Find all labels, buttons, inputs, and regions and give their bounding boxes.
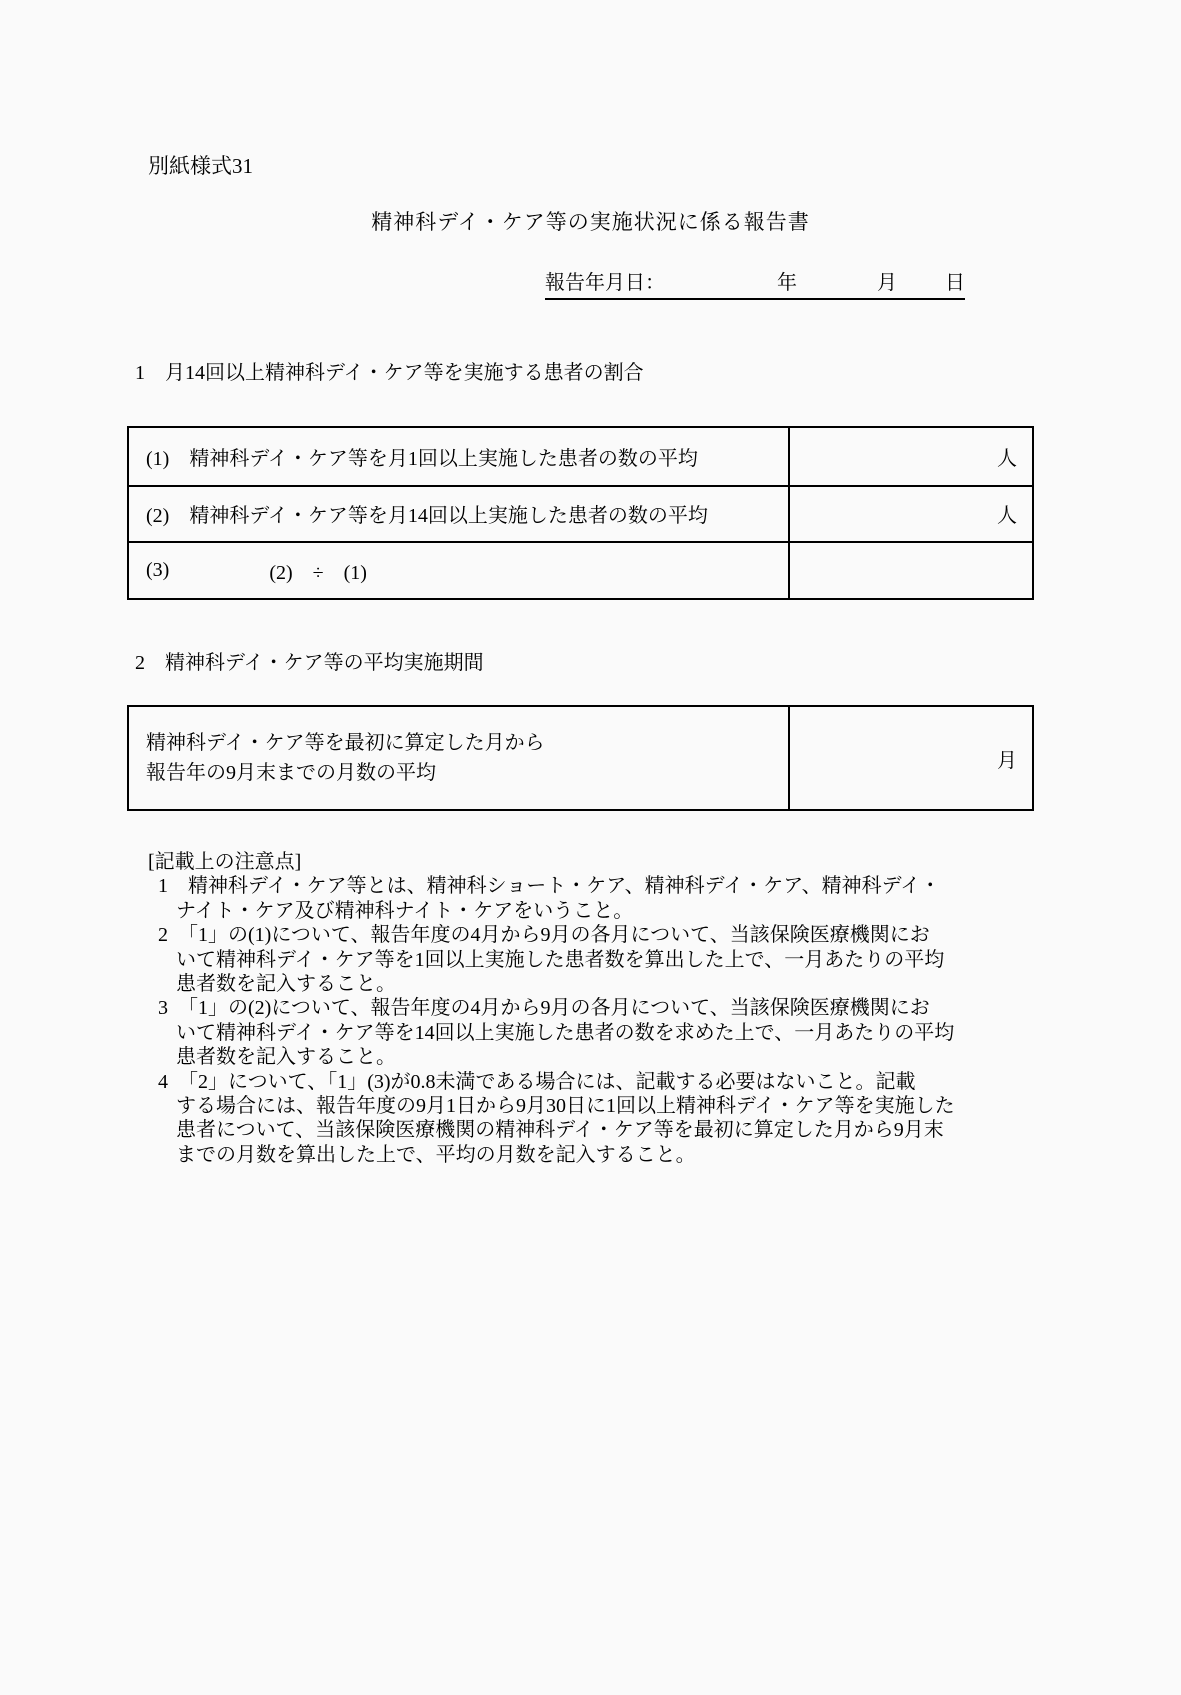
duration-table [127, 705, 1034, 811]
table-row-2-value-cell [788, 485, 1032, 542]
row-label-prefix: (3) [146, 559, 170, 582]
report-date-line [545, 268, 965, 300]
note-line: いて精神科デイ・ケア等を14回以上実施した患者の数を求めた上で、一月あたりの平均 [176, 1021, 955, 1044]
note-line: 患者について、当該保険医療機関の精神科デイ・ケア等を最初に算定した月から9月末 [176, 1119, 944, 1142]
unit-label: 人 [997, 447, 1017, 470]
section-2-heading: 2 精神科デイ・ケア等の平均実施期間 [135, 652, 484, 674]
note-line: 4 「2」について、「1」(3)が0.8未満である場合には、記載する必要はないこと。記載 [158, 1070, 916, 1093]
note-line: 患者数を記入すること。 [176, 1046, 396, 1069]
notes-section [0, 850, 1181, 1167]
note-line: 2 「1」の(1)について、報告年度の4月から9月の各月について、当該保険医療機関にお [158, 924, 930, 947]
duration-row-label [129, 707, 788, 809]
note-line: 1 精神科デイ・ケア等とは、精神科ショート・ケア、精神科デイ・ケア、精神科デイ・ [158, 875, 941, 898]
duration-value-cell [788, 707, 1032, 809]
table-row-2-label [129, 485, 788, 542]
row-formula: (2) ÷ (1) [269, 562, 367, 585]
table-row-3-label [129, 541, 788, 598]
notes-header: [記載上の注意点] [148, 851, 302, 873]
month-label: 月 [877, 272, 897, 294]
row-label: (2) 精神科デイ・ケア等を月14回以上実施した患者の数の平均 [146, 505, 708, 528]
table-row-3-value-cell [788, 541, 1032, 598]
note-line: いて精神科デイ・ケア等を1回以上実施した患者数を算出した上で、一月あたりの平均 [176, 948, 945, 971]
note-line: 3 「1」の(2)について、報告年度の4月から9月の各月について、当該保険医療機関にお [158, 997, 930, 1020]
note-line: ナイト・ケア及び精神科ナイト・ケアをいうこと。 [176, 899, 634, 922]
note-line: までの月数を算出した上で、平均の月数を記入すること。 [176, 1143, 696, 1166]
year-label: 年 [777, 272, 797, 294]
table-row-1-value-cell [788, 428, 1032, 485]
note-line: 患者数を記入すること。 [176, 973, 396, 996]
report-date-label: 報告年月日： [545, 272, 665, 294]
table-row-1-label [129, 428, 788, 485]
day-label: 日 [945, 272, 965, 294]
row-label-line-1: 精神科デイ・ケア等を最初に算定した月から [146, 732, 545, 754]
document-title: 精神科デイ・ケア等の実施状況に係る報告書 [371, 210, 810, 234]
unit-label: 月 [997, 749, 1017, 772]
section-1-heading: 1 月14回以上精神科デイ・ケア等を実施する患者の割合 [135, 362, 644, 384]
form-number: 別紙様式31 [148, 154, 253, 178]
ratio-table [127, 426, 1034, 600]
row-label-line-2: 報告年の9月末までの月数の平均 [146, 762, 436, 784]
row-label: (1) 精神科デイ・ケア等を月1回以上実施した患者の数の平均 [146, 447, 698, 470]
unit-label: 人 [997, 505, 1017, 528]
note-line: する場合には、報告年度の9月1日から9月30日に1回以上精神科デイ・ケア等を実施した [176, 1095, 955, 1118]
